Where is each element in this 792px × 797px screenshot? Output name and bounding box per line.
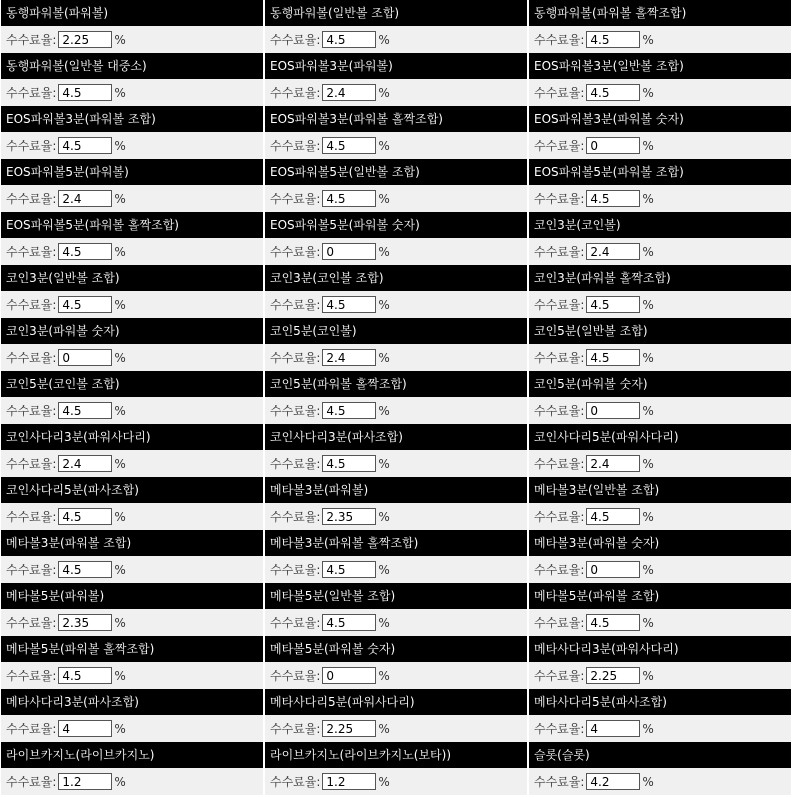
game-title: 코인사다리5분(파워사다리) xyxy=(529,424,791,450)
rate-row xyxy=(529,397,791,424)
commission-cell xyxy=(265,159,527,212)
game-title: EOS파워볼5분(파워볼 숫자) xyxy=(265,212,527,238)
rate-label: 수수료율: xyxy=(6,298,57,312)
commission-cell xyxy=(265,53,527,106)
commission-cell xyxy=(529,477,791,530)
commission-cell xyxy=(529,212,791,265)
rate-row xyxy=(529,609,791,636)
percent-sign: % xyxy=(378,350,390,365)
rate-label: 수수료율: xyxy=(534,139,585,153)
rate-label: 수수료율: xyxy=(6,457,57,471)
percent-sign: % xyxy=(378,456,390,471)
commission-cell xyxy=(1,318,263,371)
commission-cell xyxy=(265,689,527,742)
commission-cell xyxy=(265,424,527,477)
rate-row xyxy=(265,291,527,318)
percent-sign: % xyxy=(642,562,654,577)
game-title: EOS파워볼3분(파워볼 숫자) xyxy=(529,106,791,132)
commission-rate-input[interactable] xyxy=(58,190,112,207)
percent-sign: % xyxy=(378,668,390,683)
commission-cell xyxy=(1,265,263,318)
percent-sign: % xyxy=(114,191,126,206)
percent-sign: % xyxy=(642,138,654,153)
commission-cell xyxy=(529,106,791,159)
rate-row xyxy=(265,503,527,530)
commission-cell xyxy=(1,371,263,424)
rate-label: 수수료율: xyxy=(270,351,321,365)
commission-rate-input[interactable] xyxy=(322,614,376,631)
game-title: 코인3분(코인볼) xyxy=(529,212,791,238)
rate-row xyxy=(529,291,791,318)
rate-label: 수수료율: xyxy=(270,404,321,418)
percent-sign: % xyxy=(642,668,654,683)
rate-label: 수수료율: xyxy=(6,669,57,683)
commission-cell xyxy=(529,530,791,583)
commission-cell xyxy=(1,106,263,159)
game-title: 메타볼3분(파워볼) xyxy=(265,477,527,503)
percent-sign: % xyxy=(642,774,654,789)
percent-sign: % xyxy=(642,32,654,47)
percent-sign: % xyxy=(378,32,390,47)
commission-rate-input[interactable] xyxy=(58,508,112,525)
rate-label: 수수료율: xyxy=(534,563,585,577)
rate-label: 수수료율: xyxy=(6,722,57,736)
rate-label: 수수료율: xyxy=(6,192,57,206)
commission-rate-input[interactable] xyxy=(322,84,376,101)
game-title: 동행파워볼(파워볼) xyxy=(1,0,263,26)
rate-label: 수수료율: xyxy=(6,139,57,153)
game-title: 메타사다리5분(파워사다리) xyxy=(265,689,527,715)
commission-cell xyxy=(1,424,263,477)
commission-rate-input[interactable] xyxy=(586,561,640,578)
rate-row xyxy=(1,556,263,583)
rate-label: 수수료율: xyxy=(6,510,57,524)
game-title: 메타볼5분(파워볼 조합) xyxy=(529,583,791,609)
rate-row xyxy=(529,79,791,106)
game-title: EOS파워볼5분(파워볼) xyxy=(1,159,263,185)
commission-rate-input[interactable] xyxy=(322,455,376,472)
percent-sign: % xyxy=(114,244,126,259)
rate-row xyxy=(265,26,527,53)
percent-sign: % xyxy=(642,85,654,100)
percent-sign: % xyxy=(114,85,126,100)
percent-sign: % xyxy=(642,721,654,736)
rate-label: 수수료율: xyxy=(270,192,321,206)
rate-row xyxy=(265,662,527,689)
game-title: 코인5분(파워볼 숫자) xyxy=(529,371,791,397)
commission-rate-input[interactable] xyxy=(58,667,112,684)
rate-label: 수수료율: xyxy=(270,33,321,47)
percent-sign: % xyxy=(642,297,654,312)
game-title: EOS파워볼3분(파워볼 홀짝조합) xyxy=(265,106,527,132)
commission-rate-input[interactable] xyxy=(586,31,640,48)
commission-rate-input[interactable] xyxy=(58,296,112,313)
rate-row xyxy=(529,185,791,212)
rate-label: 수수료율: xyxy=(270,245,321,259)
rate-row xyxy=(265,450,527,477)
commission-rate-input[interactable] xyxy=(586,773,640,790)
commission-rate-input[interactable] xyxy=(586,508,640,525)
rate-label: 수수료율: xyxy=(534,404,585,418)
percent-sign: % xyxy=(114,297,126,312)
percent-sign: % xyxy=(114,32,126,47)
commission-cell xyxy=(265,583,527,636)
commission-rate-input[interactable] xyxy=(586,296,640,313)
game-title: 코인사다리5분(파사조합) xyxy=(1,477,263,503)
rate-row xyxy=(529,132,791,159)
rate-row xyxy=(265,344,527,371)
percent-sign: % xyxy=(114,403,126,418)
percent-sign: % xyxy=(642,509,654,524)
game-title: 코인사다리3분(파사조합) xyxy=(265,424,527,450)
commission-rate-input[interactable] xyxy=(58,773,112,790)
commission-cell xyxy=(529,0,791,53)
commission-rate-input[interactable] xyxy=(322,561,376,578)
rate-row xyxy=(1,397,263,424)
percent-sign: % xyxy=(642,615,654,630)
rate-label: 수수료율: xyxy=(6,775,57,789)
rate-label: 수수료율: xyxy=(6,404,57,418)
percent-sign: % xyxy=(378,244,390,259)
commission-rate-input[interactable] xyxy=(586,84,640,101)
percent-sign: % xyxy=(642,350,654,365)
game-title: EOS파워볼3분(파워볼) xyxy=(265,53,527,79)
rate-label: 수수료율: xyxy=(6,616,57,630)
game-title: 메타볼5분(파워볼 홀짝조합) xyxy=(1,636,263,662)
rate-row xyxy=(1,291,263,318)
commission-cell xyxy=(265,318,527,371)
commission-rate-input[interactable] xyxy=(58,349,112,366)
rate-row xyxy=(1,609,263,636)
commission-cell xyxy=(1,689,263,742)
commission-cell xyxy=(529,689,791,742)
commission-cell xyxy=(265,371,527,424)
game-title: 메타볼3분(파워볼 숫자) xyxy=(529,530,791,556)
commission-cell xyxy=(1,53,263,106)
game-title: 메타볼5분(파워볼 숫자) xyxy=(265,636,527,662)
rate-label: 수수료율: xyxy=(270,722,321,736)
percent-sign: % xyxy=(114,456,126,471)
commission-rate-input[interactable] xyxy=(586,667,640,684)
percent-sign: % xyxy=(114,562,126,577)
commission-rate-input[interactable] xyxy=(322,667,376,684)
commission-rate-input[interactable] xyxy=(58,84,112,101)
rate-row xyxy=(529,556,791,583)
game-title: 메타사다리3분(파사조합) xyxy=(1,689,263,715)
commission-rate-input[interactable] xyxy=(586,243,640,260)
rate-label: 수수료율: xyxy=(534,669,585,683)
game-title: 동행파워볼(일반볼 대중소) xyxy=(1,53,263,79)
percent-sign: % xyxy=(642,403,654,418)
game-title: 메타볼3분(파워볼 홀짝조합) xyxy=(265,530,527,556)
game-title: 메타볼3분(파워볼 조합) xyxy=(1,530,263,556)
game-title: 슬롯(슬롯) xyxy=(529,742,791,768)
rate-row xyxy=(1,79,263,106)
rate-row xyxy=(529,715,791,742)
rate-label: 수수료율: xyxy=(534,298,585,312)
rate-row xyxy=(529,344,791,371)
percent-sign: % xyxy=(378,191,390,206)
rate-label: 수수료율: xyxy=(534,245,585,259)
percent-sign: % xyxy=(114,509,126,524)
rate-label: 수수료율: xyxy=(6,245,57,259)
game-title: 코인5분(파워볼 홀짝조합) xyxy=(265,371,527,397)
commission-rate-input[interactable] xyxy=(58,720,112,737)
game-title: 코인3분(일반볼 조합) xyxy=(1,265,263,291)
rate-row xyxy=(265,556,527,583)
percent-sign: % xyxy=(378,297,390,312)
commission-rate-input[interactable] xyxy=(586,190,640,207)
commission-rate-input[interactable] xyxy=(58,137,112,154)
commission-rate-input[interactable] xyxy=(322,137,376,154)
rate-label: 수수료율: xyxy=(270,563,321,577)
percent-sign: % xyxy=(642,191,654,206)
commission-rate-input[interactable] xyxy=(322,190,376,207)
game-title: 라이브카지노(라이브카지노(보타)) xyxy=(265,742,527,768)
rate-label: 수수료율: xyxy=(534,616,585,630)
commission-rate-input[interactable] xyxy=(58,402,112,419)
commission-rate-input[interactable] xyxy=(586,349,640,366)
game-title: 코인3분(파워볼 홀짝조합) xyxy=(529,265,791,291)
rate-row xyxy=(265,715,527,742)
rate-row xyxy=(265,79,527,106)
commission-cell xyxy=(265,636,527,689)
commission-cell xyxy=(1,477,263,530)
rate-row xyxy=(1,450,263,477)
rate-row xyxy=(265,397,527,424)
commission-rate-input[interactable] xyxy=(586,402,640,419)
percent-sign: % xyxy=(378,774,390,789)
game-title: EOS파워볼5분(일반볼 조합) xyxy=(265,159,527,185)
rate-row xyxy=(529,662,791,689)
rate-row xyxy=(1,715,263,742)
rate-row xyxy=(1,185,263,212)
game-title: 메타사다리3분(파워사다리) xyxy=(529,636,791,662)
game-title: 코인5분(코인볼 조합) xyxy=(1,371,263,397)
rate-label: 수수료율: xyxy=(270,775,321,789)
rate-label: 수수료율: xyxy=(6,563,57,577)
commission-rate-input[interactable] xyxy=(322,508,376,525)
rate-label: 수수료율: xyxy=(270,139,321,153)
rate-label: 수수료율: xyxy=(270,457,321,471)
game-title: 메타볼5분(일반볼 조합) xyxy=(265,583,527,609)
rate-label: 수수료율: xyxy=(534,722,585,736)
rate-row xyxy=(1,132,263,159)
commission-rate-input[interactable] xyxy=(322,31,376,48)
commission-rate-input[interactable] xyxy=(58,614,112,631)
rate-row xyxy=(265,609,527,636)
percent-sign: % xyxy=(378,721,390,736)
rate-row xyxy=(265,132,527,159)
commission-cell xyxy=(1,636,263,689)
rate-label: 수수료율: xyxy=(534,775,585,789)
percent-sign: % xyxy=(114,721,126,736)
rate-label: 수수료율: xyxy=(534,86,585,100)
percent-sign: % xyxy=(378,85,390,100)
commission-rate-input[interactable] xyxy=(322,243,376,260)
commission-cell xyxy=(265,530,527,583)
rate-row xyxy=(529,503,791,530)
commission-cell xyxy=(265,477,527,530)
rate-label: 수수료율: xyxy=(534,192,585,206)
game-title: 코인5분(일반볼 조합) xyxy=(529,318,791,344)
commission-cell xyxy=(529,636,791,689)
rate-label: 수수료율: xyxy=(534,351,585,365)
rate-label: 수수료율: xyxy=(534,457,585,471)
rate-row xyxy=(529,238,791,265)
game-title: EOS파워볼5분(파워볼 조합) xyxy=(529,159,791,185)
commission-rate-input[interactable] xyxy=(58,455,112,472)
commission-rate-input[interactable] xyxy=(586,720,640,737)
rate-row xyxy=(529,768,791,795)
commission-rate-input[interactable] xyxy=(322,773,376,790)
game-title: 메타사다리5분(파사조합) xyxy=(529,689,791,715)
commission-cell xyxy=(265,742,527,795)
game-title: 코인3분(파워볼 숫자) xyxy=(1,318,263,344)
commission-rate-input[interactable] xyxy=(322,402,376,419)
percent-sign: % xyxy=(378,403,390,418)
commission-rate-input[interactable] xyxy=(586,455,640,472)
percent-sign: % xyxy=(642,244,654,259)
rate-label: 수수료율: xyxy=(270,298,321,312)
rate-label: 수수료율: xyxy=(270,616,321,630)
commission-cell xyxy=(529,265,791,318)
commission-cell xyxy=(529,159,791,212)
rate-label: 수수료율: xyxy=(270,669,321,683)
rate-row xyxy=(265,185,527,212)
percent-sign: % xyxy=(378,615,390,630)
percent-sign: % xyxy=(114,615,126,630)
rate-row xyxy=(1,768,263,795)
commission-rate-input[interactable] xyxy=(58,31,112,48)
percent-sign: % xyxy=(378,138,390,153)
commission-cell xyxy=(265,265,527,318)
commission-cell xyxy=(529,371,791,424)
commission-cell xyxy=(529,53,791,106)
commission-cell xyxy=(529,318,791,371)
rate-row xyxy=(1,26,263,53)
commission-cell xyxy=(529,742,791,795)
commission-rate-input[interactable] xyxy=(586,614,640,631)
rate-row xyxy=(1,238,263,265)
game-title: 코인사다리3분(파워사다리) xyxy=(1,424,263,450)
game-title: 동행파워볼(파워볼 홀짝조합) xyxy=(529,0,791,26)
percent-sign: % xyxy=(114,774,126,789)
commission-cell xyxy=(529,583,791,636)
game-title: EOS파워볼3분(일반볼 조합) xyxy=(529,53,791,79)
commission-cell xyxy=(1,0,263,53)
commission-cell xyxy=(1,212,263,265)
commission-cell xyxy=(265,212,527,265)
rate-row xyxy=(265,768,527,795)
commission-cell xyxy=(265,106,527,159)
commission-rate-input[interactable] xyxy=(58,243,112,260)
commission-cell xyxy=(1,742,263,795)
rate-row xyxy=(1,503,263,530)
commission-cell xyxy=(1,530,263,583)
commission-rate-input[interactable] xyxy=(322,720,376,737)
game-title: 메타볼3분(일반볼 조합) xyxy=(529,477,791,503)
rate-label: 수수료율: xyxy=(270,510,321,524)
rate-label: 수수료율: xyxy=(534,33,585,47)
percent-sign: % xyxy=(642,456,654,471)
percent-sign: % xyxy=(114,138,126,153)
rate-label: 수수료율: xyxy=(534,510,585,524)
game-title: EOS파워볼3분(파워볼 조합) xyxy=(1,106,263,132)
game-title: 코인3분(코인볼 조합) xyxy=(265,265,527,291)
rate-row xyxy=(529,450,791,477)
rate-row xyxy=(1,662,263,689)
game-title: EOS파워볼5분(파워볼 홀짝조합) xyxy=(1,212,263,238)
percent-sign: % xyxy=(114,350,126,365)
rate-row xyxy=(1,344,263,371)
game-title: 메타볼5분(파워볼) xyxy=(1,583,263,609)
commission-cell xyxy=(265,0,527,53)
commission-rate-input[interactable] xyxy=(586,137,640,154)
commission-cell xyxy=(529,424,791,477)
rate-label: 수수료율: xyxy=(270,86,321,100)
percent-sign: % xyxy=(378,509,390,524)
game-title: 코인5분(코인볼) xyxy=(265,318,527,344)
rate-label: 수수료율: xyxy=(6,351,57,365)
commission-rate-input[interactable] xyxy=(58,561,112,578)
rate-label: 수수료율: xyxy=(6,33,57,47)
commission-rate-input[interactable] xyxy=(322,296,376,313)
game-title: 라이브카지노(라이브카지노) xyxy=(1,742,263,768)
commission-cell xyxy=(1,583,263,636)
percent-sign: % xyxy=(114,668,126,683)
rate-row xyxy=(529,26,791,53)
percent-sign: % xyxy=(378,562,390,577)
rate-row xyxy=(265,238,527,265)
commission-cell xyxy=(1,159,263,212)
rate-label: 수수료율: xyxy=(6,86,57,100)
game-title: 동행파워볼(일반볼 조합) xyxy=(265,0,527,26)
commission-rate-input[interactable] xyxy=(322,349,376,366)
